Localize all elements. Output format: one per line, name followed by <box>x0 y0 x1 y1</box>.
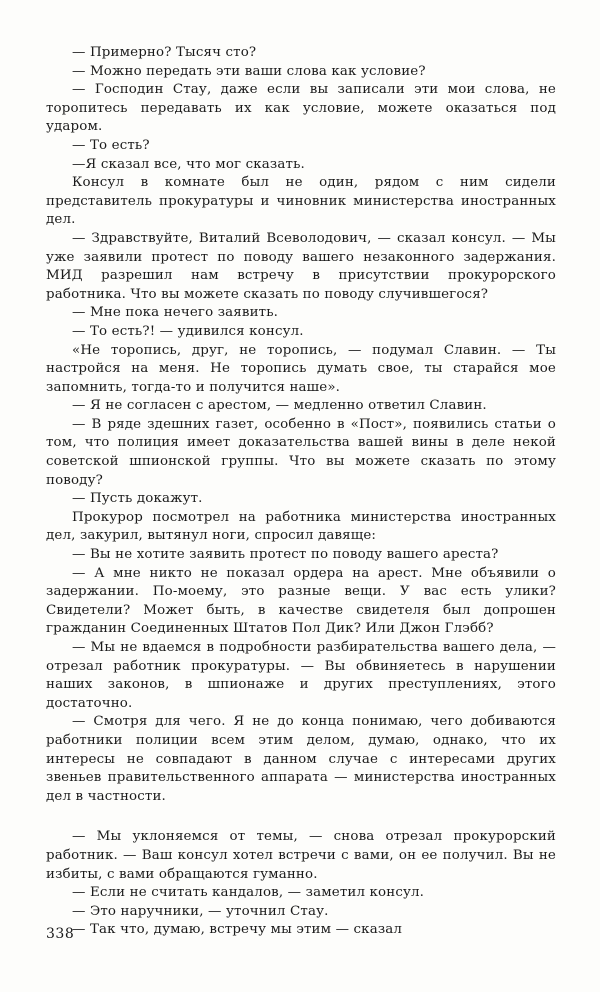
paragraph: — То есть?! — удивился консул. <box>72 323 304 339</box>
paragraph: «Не торопись, друг, не торопись, — подумал Славин. — Ты настройся на меня. Не торопись думать свое, ты старайся мое запомнить, тогда-то и получится наше». <box>46 342 556 395</box>
paragraph: Прокурор посмотрел на работника министерства иностранных дел, закурил, вытянул ноги, спросил давяще: <box>46 509 556 544</box>
page-number: 338 <box>46 926 75 942</box>
paragraph: — Вы не хотите заявить протест по поводу вашего ареста? <box>72 547 499 563</box>
paragraph: — Я не согласен с арестом, — медленно ответил Славин. <box>72 398 487 414</box>
paragraph: — Мне пока нечего заявить. <box>72 305 279 321</box>
paragraph: — Пусть докажут. <box>72 491 203 507</box>
paragraph: — Примерно? Тысяч сто? <box>72 45 257 60</box>
paragraph: — Мы уклоняемся от темы, — снова отрезал прокурорский работник. — Ваш консул хотел встречи с вами, он ее получил. Вы не избиты, с вами обращаются гуманно. <box>46 829 556 882</box>
page-body-text <box>46 44 556 940</box>
paragraph: — Это наручники, — уточнил Стау. <box>72 903 329 919</box>
paragraph: — Можно передать эти ваши слова как условие? <box>72 63 426 79</box>
paragraph: — В ряде здешних газет, особенно в «Пост», появились статьи о том, что полиция имеет доказательства вашей вины в деле некой советской шпионской группы. Что вы можете сказать по этому поводу? <box>46 416 556 488</box>
paragraph: — А мне никто не показал ордера на арест. Мне объявили о задержании. По-моему, это разные вещи. У вас есть улики? Свидетели? Может быть, в качестве свидетеля был допрошен гражданин Соединенных Штатов Пол Дик? Или Джон Глэбб? <box>46 565 556 637</box>
paragraph: — Мы не вдаемся в подробности разбирательства вашего дела, — отрезал работник прокуратуры. — Вы обвиняетесь в нарушении наших законов, в шпионаже и других преступлениях, этого достаточно. <box>46 640 556 711</box>
paragraph: — Так что, думаю, встречу мы этим — сказал <box>72 922 403 938</box>
paragraph: — Господин Стау, даже если вы записали эти мои слова, не торопитесь передавать их как условие, можете оказаться под ударом. <box>46 82 556 135</box>
paragraph: — Здравствуйте, Виталий Всеволодович, — сказал консул. — Мы уже заявили протест по поводу вашего незаконного задержания. МИД разрешил нам встречу в присутствии прокурорского работника. Что вы можете сказать по поводу случившегося? <box>46 230 556 302</box>
paragraph: —Я сказал все, что мог сказать. <box>72 156 305 172</box>
paragraph: — Смотря для чего. Я не до конца понимаю, чего добиваются работники полиции всем этим делом, думаю, однако, что их интересы не совпадают в данном случае с интересами других звеньев правительственного аппарата — министерства иностранных дел в частности. <box>46 714 556 804</box>
paragraph: — То есть? <box>72 137 150 153</box>
paragraph: Консул в комнате был не один, рядом с ним сидели представитель прокуратуры и чиновник министерства иностранных дел. <box>46 175 556 228</box>
paragraph: — Если не считать кандалов, — заметил консул. <box>72 885 425 901</box>
